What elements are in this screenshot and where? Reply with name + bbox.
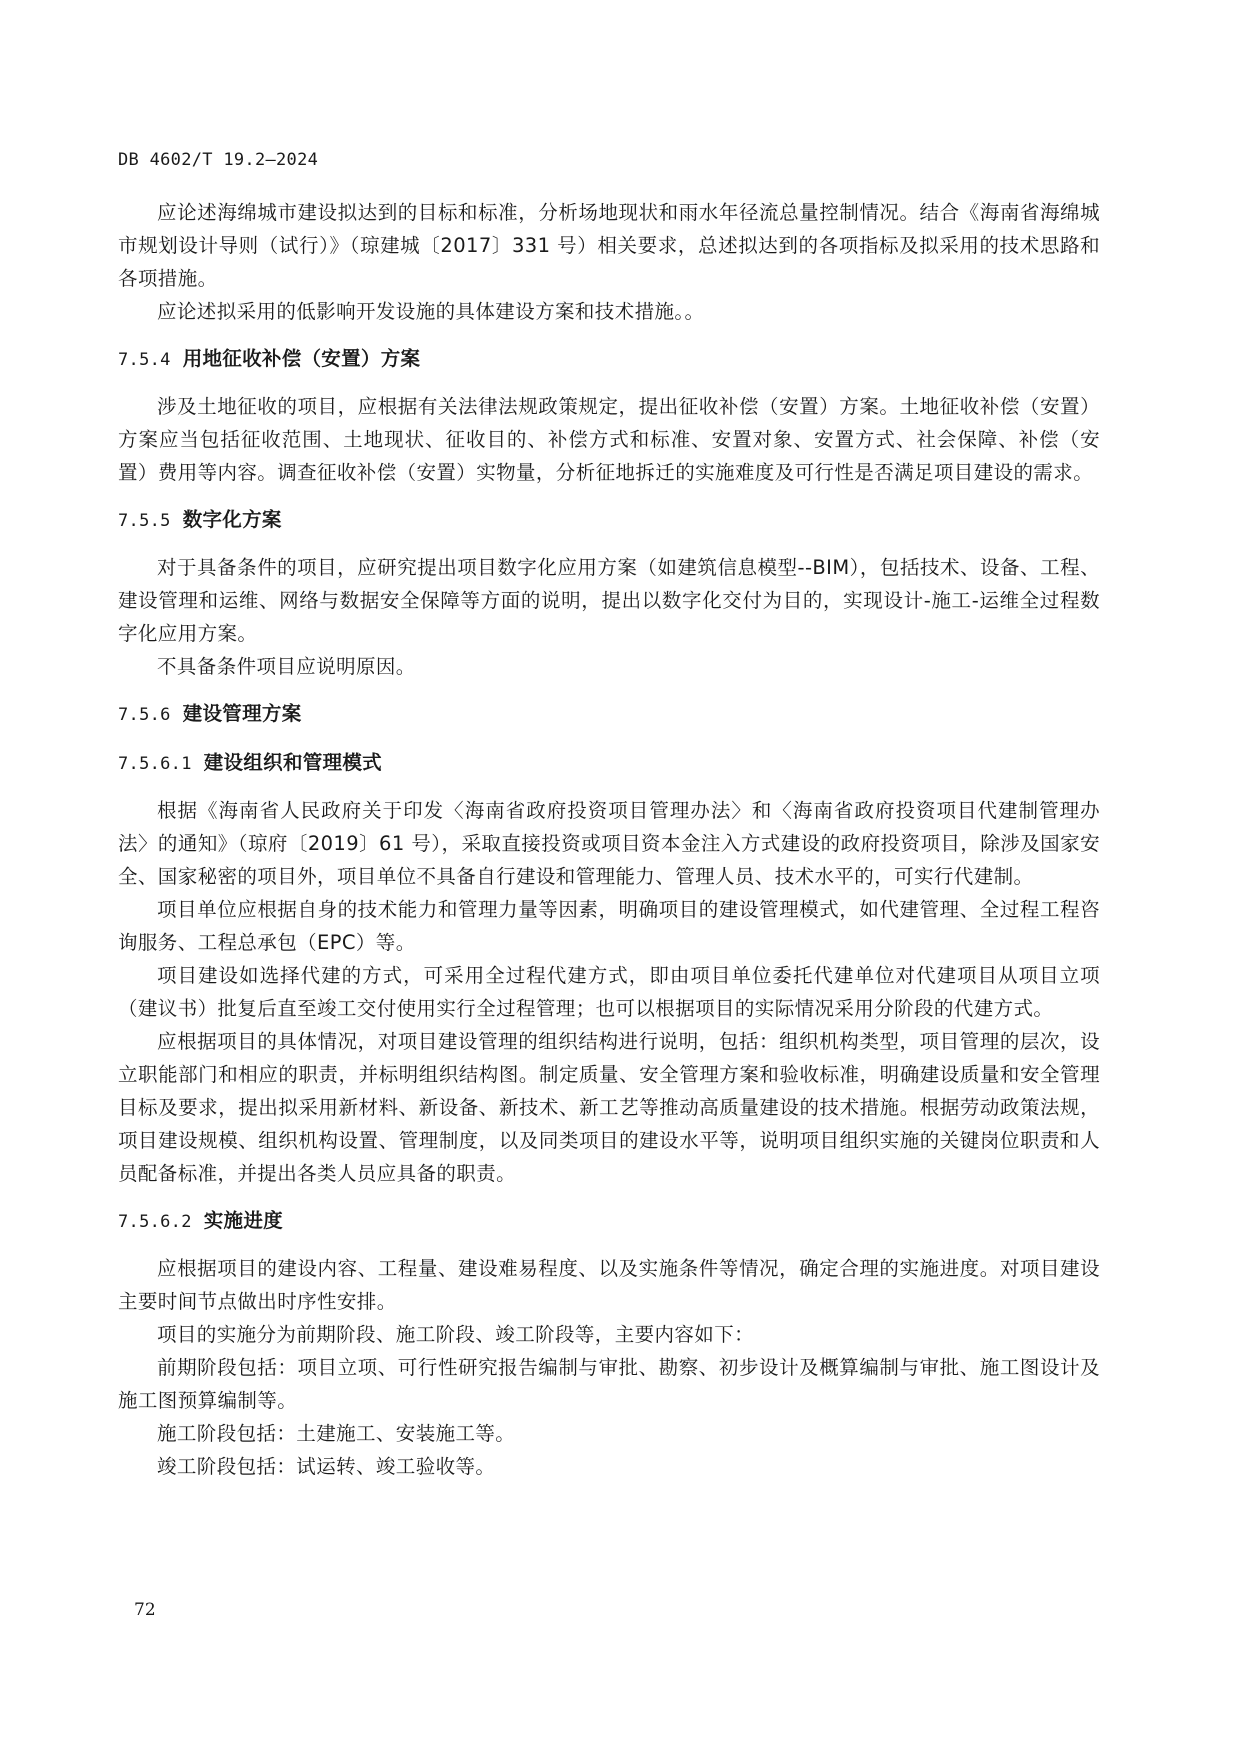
paragraph: 前期阶段包括：项目立项、可行性研究报告编制与审批、勘察、初步设计及概算编制与审批、施工图设计及施工图预算编制等。 bbox=[118, 1356, 1100, 1412]
paragraph: 项目的实施分为前期阶段、施工阶段、竣工阶段等，主要内容如下： bbox=[157, 1323, 755, 1346]
paragraph: 竣工阶段包括：试运转、竣工验收等。 bbox=[157, 1455, 496, 1478]
section-number: 7.5.6 bbox=[118, 705, 171, 725]
section-heading bbox=[118, 503, 1100, 538]
section-heading bbox=[118, 342, 1100, 377]
section-title: 实施进度 bbox=[203, 1209, 283, 1232]
paragraph: 项目建设如选择代建的方式，可采用全过程代建方式，即由项目单位委托代建单位对代建项目从项目立项（建议书）批复后直至竣工交付使用实行全过程管理；也可以根据项目的实际情况采用分阶段的代建方式。 bbox=[118, 964, 1100, 1020]
section-title: 用地征收补偿（安置）方案 bbox=[182, 347, 421, 370]
document-code: DB 4602/T 19.2—2024 bbox=[118, 150, 319, 170]
paragraph: 不具备条件项目应说明原因。 bbox=[157, 655, 416, 678]
paragraph: 项目单位应根据自身的技术能力和管理力量等因素，明确项目的建设管理模式，如代建管理、全过程工程咨询服务、工程总承包（EPC）等。 bbox=[118, 898, 1100, 954]
paragraph: 应根据项目的具体情况，对项目建设管理的组织结构进行说明，包括：组织机构类型，项目管理的层次，设立职能部门和相应的职责，并标明组织结构图。制定质量、安全管理方案和验收标准，明确建设质量和安全管理目标及要求，提出拟采用新材料、新设备、新技术、新工艺等推动高质量建设的技术措施。根据劳动政策法规，项目建设规模、组织机构设置、管理制度，以及同类项目的建设水平等，说明项目组织实施的关键岗位职责和人员配备标准，并提出各类人员应具备的职责。 bbox=[118, 1030, 1100, 1185]
subsection-heading bbox=[118, 746, 1100, 781]
paragraph: 涉及土地征收的项目，应根据有关法律法规政策规定，提出征收补偿（安置）方案。土地征收补偿（安置）方案应当包括征收范围、土地现状、征收目的、补偿方式和标准、安置对象、安置方式、社会保障、补偿（安置）费用等内容。调查征收补偿（安置）实物量，分析征地拆迁的实施难度及可行性是否满足项目建设的需求。 bbox=[118, 395, 1100, 484]
section-heading bbox=[118, 697, 1100, 732]
section-number: 7.5.5 bbox=[118, 511, 171, 531]
section-number: 7.5.4 bbox=[118, 350, 171, 370]
subsection-heading bbox=[118, 1204, 1100, 1239]
paragraph: 施工阶段包括：土建施工、安装施工等。 bbox=[157, 1422, 516, 1445]
paragraph: 应论述拟采用的低影响开发设施的具体建设方案和技术措施。。 bbox=[157, 300, 705, 323]
paragraph: 应根据项目的建设内容、工程量、建设难易程度、以及实施条件等情况，确定合理的实施进度。对项目建设主要时间节点做出时序性安排。 bbox=[118, 1257, 1100, 1313]
section-number: 7.5.6.1 bbox=[118, 754, 192, 774]
section-title: 建设组织和管理模式 bbox=[203, 751, 382, 774]
section-number: 7.5.6.2 bbox=[118, 1212, 192, 1232]
paragraph: 对于具备条件的项目，应研究提出项目数字化应用方案（如建筑信息模型--BIM），包括技术、设备、工程、建设管理和运维、网络与数据安全保障等方面的说明，提出以数字化交付为目的，实现设计-施工-运维全过程数字化应用方案。 bbox=[118, 556, 1100, 645]
paragraph: 应论述海绵城市建设拟达到的目标和标准，分析场地现状和雨水年径流总量控制情况。结合《海南省海绵城市规划设计导则（试行）》（琼建城〔2017〕331 号）相关要求，总述拟达到的各项指标及拟采用的技术思路和各项措施。 bbox=[118, 201, 1100, 290]
section-title: 建设管理方案 bbox=[182, 702, 302, 725]
document-body bbox=[118, 196, 1100, 1483]
section-title: 数字化方案 bbox=[182, 508, 282, 531]
page-number: 72 bbox=[134, 1600, 156, 1620]
paragraph: 根据《海南省人民政府关于印发〈海南省政府投资项目管理办法〉和〈海南省政府投资项目代建制管理办法〉的通知》（琼府〔2019〕61 号），采取直接投资或项目资本金注入方式建设的政府投资项目，除涉及国家安全、国家秘密的项目外，项目单位不具备自行建设和管理能力、管理人员、技术水平的，可实行代建制。 bbox=[118, 799, 1100, 888]
